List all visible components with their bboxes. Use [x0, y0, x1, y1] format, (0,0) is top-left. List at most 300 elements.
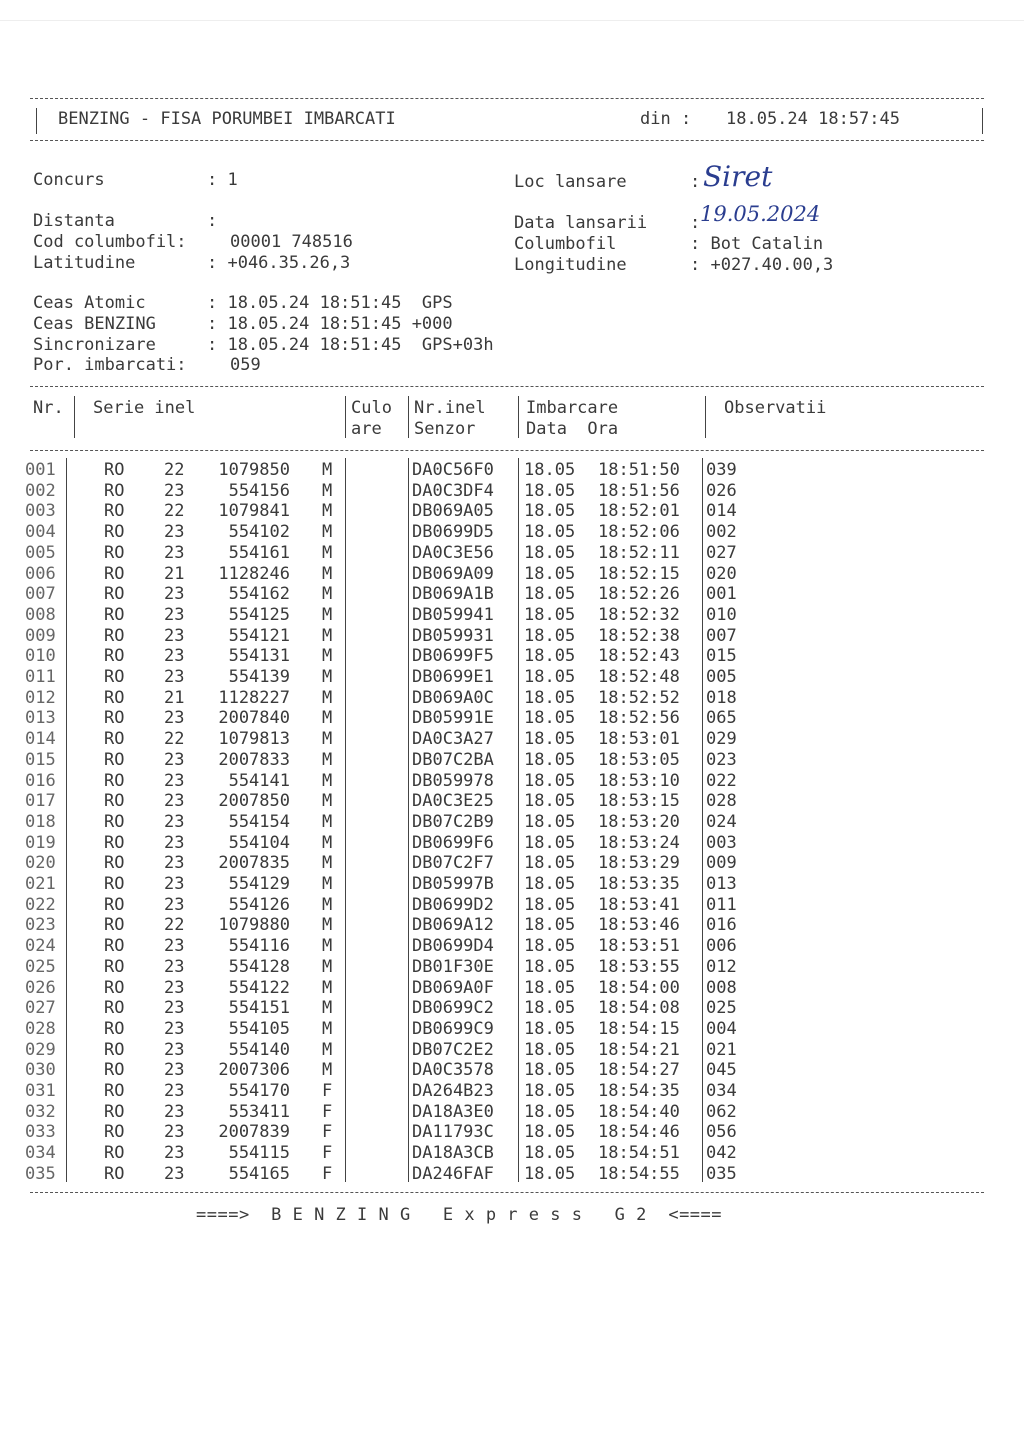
- boarding-time: 18:53:35: [598, 874, 680, 894]
- ring-year: 21: [164, 563, 185, 584]
- sensor-id: DB0699C2: [412, 998, 494, 1019]
- ring-number: 1079841: [218, 501, 290, 522]
- ring-year: 23: [164, 625, 185, 646]
- sex: M: [322, 915, 333, 936]
- ring-year: 23: [164, 604, 185, 625]
- row-number: 006: [25, 563, 56, 584]
- boarding-date: 18.05: [524, 1101, 576, 1122]
- country-code: RO: [104, 1060, 125, 1081]
- col-header-culoare-1: Culo: [351, 398, 392, 418]
- boarding-date: 18.05: [524, 625, 576, 646]
- observation: 001: [706, 584, 737, 605]
- ring-year: 23: [164, 542, 185, 563]
- sensor-id: DB0699C9: [412, 1018, 494, 1039]
- sensor-id: DB069A0F: [412, 977, 494, 998]
- country-code: RO: [104, 811, 125, 832]
- row-number: 002: [25, 480, 56, 501]
- row-number: 033: [25, 1122, 56, 1143]
- ring-number: 554139: [228, 667, 290, 687]
- ring-number: 1079850: [218, 460, 290, 480]
- boarding-time: 18:51:56: [598, 480, 680, 501]
- row-number: 025: [25, 956, 56, 977]
- boarding-date: 18.05: [524, 584, 576, 605]
- table-row: [0, 626, 1024, 646]
- boarding-time: 18:54:15: [598, 1018, 680, 1039]
- sincronizare-value: : 18.05.24 18:51:45 GPS+03h: [207, 335, 494, 355]
- observation: 034: [706, 1081, 737, 1101]
- boarding-time: 18:52:06: [598, 522, 680, 543]
- boarding-date: 18.05: [524, 832, 576, 853]
- ring-number: 554156: [228, 480, 290, 501]
- country-code: RO: [104, 1018, 125, 1039]
- sensor-id: DB05991E: [412, 708, 494, 729]
- sex: M: [322, 894, 333, 915]
- country-code: RO: [104, 853, 125, 874]
- ring-number: 2007840: [218, 708, 290, 729]
- row-number: 021: [25, 874, 56, 894]
- boarding-date: 18.05: [524, 604, 576, 625]
- sex: M: [322, 874, 333, 894]
- ring-year: 23: [164, 584, 185, 605]
- table-row: [0, 853, 1024, 873]
- sex: M: [322, 811, 333, 832]
- ring-number: 554129: [228, 874, 290, 894]
- country-code: RO: [104, 480, 125, 501]
- boarding-date: 18.05: [524, 480, 576, 501]
- observation: 014: [706, 501, 737, 522]
- country-code: RO: [104, 584, 125, 605]
- ring-year: 23: [164, 480, 185, 501]
- country-code: RO: [104, 1039, 125, 1060]
- boarding-date: 18.05: [524, 1060, 576, 1081]
- sex: M: [322, 708, 333, 729]
- sensor-id: DB059978: [412, 770, 494, 791]
- ring-year: 23: [164, 522, 185, 543]
- row-number: 009: [25, 625, 56, 646]
- ring-year: 23: [164, 936, 185, 957]
- observation: 020: [706, 563, 737, 584]
- col-header-observatii: Observatii: [724, 398, 827, 418]
- sex: M: [322, 749, 333, 770]
- sensor-id: DB069A0C: [412, 687, 494, 708]
- ring-number: 554104: [228, 832, 290, 853]
- ring-number: 554121: [228, 625, 290, 646]
- boarding-time: 18:53:46: [598, 915, 680, 936]
- table-row: [0, 522, 1024, 542]
- ring-number: 554122: [228, 977, 290, 998]
- ring-year: 23: [164, 1039, 185, 1060]
- boarding-date: 18.05: [524, 915, 576, 936]
- table-row: [0, 1143, 1024, 1163]
- country-code: RO: [104, 522, 125, 543]
- row-number: 034: [25, 1143, 56, 1164]
- sensor-id: DB07C2F7: [412, 853, 494, 874]
- observation: 004: [706, 1018, 737, 1039]
- ring-number: 2007833: [218, 749, 290, 770]
- boarding-time: 18:52:26: [598, 584, 680, 605]
- row-number: 019: [25, 832, 56, 853]
- boarding-date: 18.05: [524, 874, 576, 894]
- country-code: RO: [104, 874, 125, 894]
- country-code: RO: [104, 625, 125, 646]
- ring-year: 23: [164, 832, 185, 853]
- observation: 062: [706, 1101, 737, 1122]
- sensor-id: DB0699D5: [412, 522, 494, 543]
- table-row: [0, 915, 1024, 935]
- sensor-id: DB059931: [412, 625, 494, 646]
- loc-colon: :: [690, 172, 701, 192]
- row-number: 031: [25, 1081, 56, 1101]
- boarding-date: 18.05: [524, 729, 576, 750]
- table-row: [0, 688, 1024, 708]
- observation: 024: [706, 811, 737, 832]
- ring-year: 22: [164, 501, 185, 522]
- observation: 012: [706, 956, 737, 977]
- observation: 029: [706, 729, 737, 750]
- boarding-time: 18:54:00: [598, 977, 680, 998]
- por-imbarcati-label: Por. imbarcati:: [33, 355, 187, 375]
- boarding-time: 18:52:32: [598, 604, 680, 625]
- sex: M: [322, 480, 333, 501]
- sex: M: [322, 542, 333, 563]
- ring-year: 23: [164, 1081, 185, 1101]
- sensor-id: DA0C3A27: [412, 729, 494, 750]
- row-number: 030: [25, 1060, 56, 1081]
- boarding-date: 18.05: [524, 687, 576, 708]
- country-code: RO: [104, 894, 125, 915]
- row-number: 024: [25, 936, 56, 957]
- country-code: RO: [104, 791, 125, 812]
- boarding-time: 18:53:51: [598, 936, 680, 957]
- boarding-date: 18.05: [524, 853, 576, 874]
- ring-number: 554141: [228, 770, 290, 791]
- table-top-rule: [30, 386, 984, 387]
- boarding-date: 18.05: [524, 522, 576, 543]
- ring-number: 554102: [228, 522, 290, 543]
- ring-year: 22: [164, 915, 185, 936]
- observation: 028: [706, 791, 737, 812]
- country-code: RO: [104, 1101, 125, 1122]
- row-number: 027: [25, 998, 56, 1019]
- country-code: RO: [104, 749, 125, 770]
- boarding-time: 18:52:43: [598, 646, 680, 667]
- sex: M: [322, 1060, 333, 1081]
- ring-year: 23: [164, 811, 185, 832]
- row-number: 020: [25, 853, 56, 874]
- boarding-date: 18.05: [524, 936, 576, 957]
- boarding-time: 18:52:38: [598, 625, 680, 646]
- data-lansarii-colon: :: [690, 213, 701, 233]
- table-row: [0, 895, 1024, 915]
- row-number: 018: [25, 811, 56, 832]
- ring-year: 23: [164, 791, 185, 812]
- col-divider-1: [74, 396, 75, 438]
- observation: 002: [706, 522, 737, 543]
- boarding-time: 18:54:27: [598, 1060, 680, 1081]
- boarding-date: 18.05: [524, 501, 576, 522]
- boarding-date: 18.05: [524, 998, 576, 1019]
- col-header-inel-2: Senzor: [414, 419, 476, 439]
- country-code: RO: [104, 460, 125, 480]
- table-row: [0, 584, 1024, 604]
- boarding-date: 18.05: [524, 1018, 576, 1039]
- ring-year: 23: [164, 874, 185, 894]
- sex: M: [322, 729, 333, 750]
- table-row: [0, 460, 1024, 480]
- table-row: [0, 998, 1024, 1018]
- ceas-atomic-label: Ceas Atomic: [33, 293, 146, 313]
- ring-year: 23: [164, 770, 185, 791]
- sensor-id: DB069A12: [412, 915, 494, 936]
- observation: 008: [706, 977, 737, 998]
- row-number: 014: [25, 729, 56, 750]
- ring-year: 23: [164, 1101, 185, 1122]
- observation: 010: [706, 604, 737, 625]
- table-row: [0, 708, 1024, 728]
- sensor-id: DB05997B: [412, 874, 494, 894]
- sex: M: [322, 625, 333, 646]
- row-number: 010: [25, 646, 56, 667]
- table-row: [0, 1081, 1024, 1101]
- din-value: 18.05.24 18:57:45: [726, 109, 900, 129]
- ring-number: 554170: [228, 1081, 290, 1101]
- table-row: [0, 481, 1024, 501]
- concurs-value: : 1: [207, 170, 238, 190]
- boarding-date: 18.05: [524, 894, 576, 915]
- sensor-id: DB0699D4: [412, 936, 494, 957]
- cod-value: 00001 748516: [230, 232, 353, 252]
- boarding-date: 18.05: [524, 1081, 576, 1101]
- sensor-id: DA0C3578: [412, 1060, 494, 1081]
- country-code: RO: [104, 936, 125, 957]
- boarding-date: 18.05: [524, 1163, 576, 1184]
- ring-number: 554126: [228, 894, 290, 915]
- ring-number: 1128246: [218, 563, 290, 584]
- table-row: [0, 978, 1024, 998]
- boarding-time: 18:52:15: [598, 563, 680, 584]
- footer-brand: ====> B E N Z I N G E x p r e s s G 2 <====: [196, 1205, 723, 1225]
- sex: M: [322, 584, 333, 605]
- row-number: 023: [25, 915, 56, 936]
- boarding-date: 18.05: [524, 956, 576, 977]
- ring-number: 554131: [228, 646, 290, 667]
- observation: 018: [706, 687, 737, 708]
- boarding-date: 18.05: [524, 667, 576, 687]
- table-row: [0, 1164, 1024, 1184]
- boarding-time: 18:53:41: [598, 894, 680, 915]
- table-row: [0, 1019, 1024, 1039]
- sensor-id: DB0699F6: [412, 832, 494, 853]
- boarding-date: 18.05: [524, 1143, 576, 1164]
- boarding-time: 18:52:01: [598, 501, 680, 522]
- country-code: RO: [104, 729, 125, 750]
- ring-year: 23: [164, 1163, 185, 1184]
- table-row: [0, 564, 1024, 584]
- observation: 013: [706, 874, 737, 894]
- boarding-time: 18:54:51: [598, 1143, 680, 1164]
- row-number: 028: [25, 1018, 56, 1039]
- latitudine-label: Latitudine: [33, 253, 136, 273]
- boarding-time: 18:54:55: [598, 1163, 680, 1184]
- country-code: RO: [104, 542, 125, 563]
- country-code: RO: [104, 956, 125, 977]
- ring-number: 1079880: [218, 915, 290, 936]
- ring-year: 23: [164, 667, 185, 687]
- ring-number: 554128: [228, 956, 290, 977]
- table-row: [0, 833, 1024, 853]
- country-code: RO: [104, 1081, 125, 1101]
- sensor-id: DB07C2B9: [412, 811, 494, 832]
- sensor-id: DA0C3DF4: [412, 480, 494, 501]
- sex: M: [322, 604, 333, 625]
- country-code: RO: [104, 708, 125, 729]
- ring-number: 554162: [228, 584, 290, 605]
- col-divider-3: [408, 396, 409, 438]
- sensor-id: DA11793C: [412, 1122, 494, 1143]
- sex: F: [322, 1122, 333, 1143]
- country-code: RO: [104, 646, 125, 667]
- ring-number: 1128227: [218, 687, 290, 708]
- ring-year: 23: [164, 853, 185, 874]
- boarding-date: 18.05: [524, 1122, 576, 1143]
- ring-number: 1079813: [218, 729, 290, 750]
- sex: M: [322, 687, 333, 708]
- table-row: [0, 874, 1024, 894]
- ring-number: 554140: [228, 1039, 290, 1060]
- sex: M: [322, 791, 333, 812]
- table-row: [0, 791, 1024, 811]
- country-code: RO: [104, 998, 125, 1019]
- observation: 016: [706, 915, 737, 936]
- observation: 026: [706, 480, 737, 501]
- observation: 003: [706, 832, 737, 853]
- col-header-inel-1: Nr.inel: [414, 398, 486, 418]
- sensor-id: DA246FAF: [412, 1163, 494, 1184]
- ceas-benzing-label: Ceas BENZING: [33, 314, 156, 334]
- boarding-date: 18.05: [524, 708, 576, 729]
- row-number: 013: [25, 708, 56, 729]
- boarding-time: 18:54:46: [598, 1122, 680, 1143]
- sex: F: [322, 1163, 333, 1184]
- sex: M: [322, 460, 333, 480]
- sex: M: [322, 770, 333, 791]
- sex: M: [322, 853, 333, 874]
- sensor-id: DB0699F5: [412, 646, 494, 667]
- row-number: 001: [25, 460, 56, 480]
- ring-number: 2007839: [218, 1122, 290, 1143]
- row-number: 032: [25, 1101, 56, 1122]
- row-number: 026: [25, 977, 56, 998]
- country-code: RO: [104, 977, 125, 998]
- sex: M: [322, 832, 333, 853]
- ring-number: 2007850: [218, 791, 290, 812]
- observation: 065: [706, 708, 737, 729]
- col-header-nr: Nr.: [33, 398, 64, 418]
- sex: M: [322, 1039, 333, 1060]
- observation: 035: [706, 1163, 737, 1184]
- table-row: [0, 812, 1024, 832]
- boarding-time: 18:54:21: [598, 1039, 680, 1060]
- row-number: 016: [25, 770, 56, 791]
- boarding-time: 18:52:48: [598, 667, 680, 687]
- sex: F: [322, 1143, 333, 1164]
- country-code: RO: [104, 687, 125, 708]
- ring-number: 554154: [228, 811, 290, 832]
- scan-edge: [0, 20, 1024, 21]
- country-code: RO: [104, 1143, 125, 1164]
- sex: M: [322, 1018, 333, 1039]
- table-header-rule: [30, 450, 984, 451]
- observation: 027: [706, 542, 737, 563]
- boarding-time: 18:54:08: [598, 998, 680, 1019]
- country-code: RO: [104, 1122, 125, 1143]
- country-code: RO: [104, 770, 125, 791]
- col-divider-5: [705, 396, 706, 438]
- longitudine-label: Longitudine: [514, 255, 627, 275]
- table-row: [0, 771, 1024, 791]
- country-code: RO: [104, 667, 125, 687]
- observation: 005: [706, 667, 737, 687]
- sensor-id: DA264B23: [412, 1081, 494, 1101]
- boarding-date: 18.05: [524, 460, 576, 480]
- table-bottom-rule: [30, 1192, 984, 1193]
- ring-number: 554116: [228, 936, 290, 957]
- boarding-time: 18:53:01: [598, 729, 680, 750]
- observation: 007: [706, 625, 737, 646]
- latitudine-value: : +046.35.26,3: [207, 253, 351, 273]
- observation: 045: [706, 1060, 737, 1081]
- ring-number: 554161: [228, 542, 290, 563]
- sensor-id: DB069A09: [412, 563, 494, 584]
- sensor-id: DB0699D2: [412, 894, 494, 915]
- sensor-id: DB01F30E: [412, 956, 494, 977]
- ring-number: 554125: [228, 604, 290, 625]
- observation: 021: [706, 1039, 737, 1060]
- sex: F: [322, 1101, 333, 1122]
- longitudine-value: : +027.40.00,3: [690, 255, 834, 275]
- country-code: RO: [104, 604, 125, 625]
- row-number: 003: [25, 501, 56, 522]
- ring-number: 554151: [228, 998, 290, 1019]
- table-row: [0, 750, 1024, 770]
- sensor-id: DA18A3CB: [412, 1143, 494, 1164]
- observation: 039: [706, 460, 737, 480]
- data-lansarii-value-handwritten: 19.05.2024: [700, 202, 821, 226]
- ring-year: 23: [164, 708, 185, 729]
- table-row: [0, 1060, 1024, 1080]
- sensor-id: DA0C3E25: [412, 791, 494, 812]
- page-title: BENZING - FISA PORUMBEI IMBARCATI: [58, 109, 396, 129]
- sensor-id: DB07C2E2: [412, 1039, 494, 1060]
- table-row: [0, 1102, 1024, 1122]
- country-code: RO: [104, 501, 125, 522]
- boarding-date: 18.05: [524, 977, 576, 998]
- sex: M: [322, 956, 333, 977]
- row-number: 029: [25, 1039, 56, 1060]
- observation: 015: [706, 646, 737, 667]
- concurs-label: Concurs: [33, 170, 105, 190]
- boarding-time: 18:52:56: [598, 708, 680, 729]
- header-top-rule: [30, 98, 984, 99]
- sensor-id: DB069A05: [412, 501, 494, 522]
- row-number: 007: [25, 584, 56, 605]
- table-row: [0, 501, 1024, 521]
- col-header-imbarcare-1: Imbarcare: [526, 398, 619, 418]
- sex: M: [322, 998, 333, 1019]
- ring-year: 21: [164, 687, 185, 708]
- distanta-value: :: [207, 211, 218, 231]
- table-row: [0, 543, 1024, 563]
